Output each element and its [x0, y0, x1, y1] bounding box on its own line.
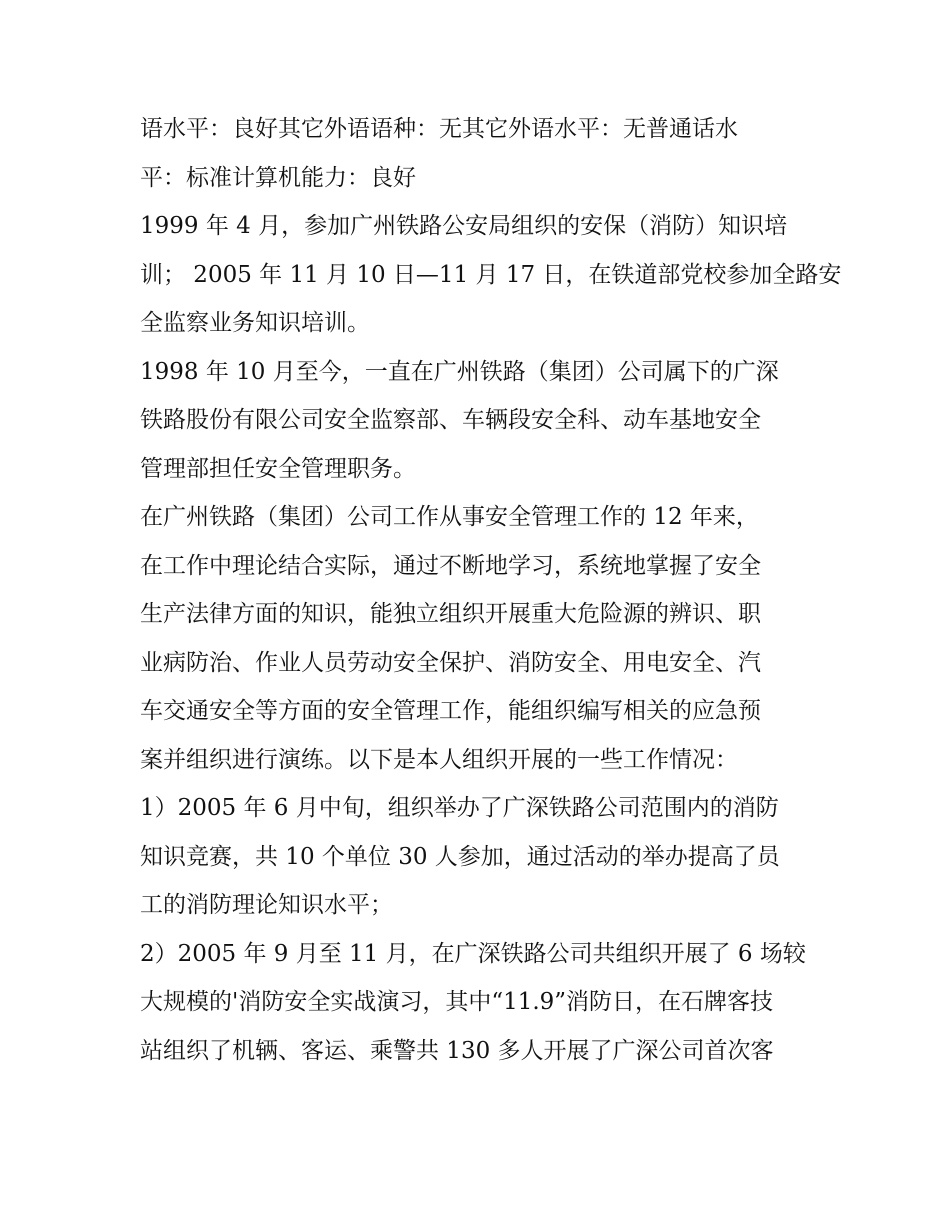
text-line: 大规模的'消防安全实战演习，其中“11.9”消防日，在石牌客技 — [140, 989, 774, 1015]
text-line: 铁路股份有限公司安全监察部、车辆段安全科、动车基地安全 — [140, 407, 761, 433]
text-line: 车交通安全等方面的安全管理工作，能组织编写相关的应急预 — [140, 698, 761, 724]
text-line: 站组织了机辆、客运、乘警共 130 多人开展了广深公司首次客 — [140, 1037, 774, 1064]
text-line: 2）2005 年 9 月至 11 月，在广深铁路公司共组织开展了 6 场较 — [140, 940, 806, 967]
text-line: 知识竞赛，共 10 个单位 30 人参加，通过活动的举办提高了员 — [140, 843, 780, 870]
text-line: 全监察业务知识培训。 — [140, 310, 370, 336]
text-line: 生产法律方面的知识，能独立组织开展重大危险源的辨识、职 — [140, 601, 761, 627]
text-line: 工的消防理论知识水平； — [140, 892, 393, 918]
text-line: 业病防治、作业人员劳动安全保护、消防安全、用电安全、汽 — [140, 649, 761, 676]
text-line: 1999 年 4 月，参加广州铁路公安局组织的安保（消防）知识培 — [140, 213, 788, 239]
document-body — [140, 105, 842, 1075]
text-line: 平：标准计算机能力：良好 — [140, 164, 416, 191]
text-line: 案并组织进行演练。以下是本人组织开展的一些工作情况： — [140, 746, 738, 773]
text-line: 在广州铁路（集团）公司工作从事安全管理工作的 12 年来， — [140, 504, 759, 530]
text-line: 管理部担任安全管理职务。 — [140, 455, 416, 482]
text-line: 1998 年 10 月至今，一直在广州铁路（集团）公司属下的广深 — [140, 358, 779, 385]
text-line: 训； 2005 年 11 月 10 日—11 月 17 日，在铁道部党校参加全路安 — [140, 261, 842, 288]
text-line: 在工作中理论结合实际，通过不断地学习，系统地掌握了安全 — [140, 552, 761, 579]
text-line: 语水平：良好其它外语语种：无其它外语水平：无普通话水 — [140, 116, 738, 142]
text-line: 1）2005 年 6 月中旬，组织举办了广深铁路公司范围内的消防 — [140, 795, 779, 821]
